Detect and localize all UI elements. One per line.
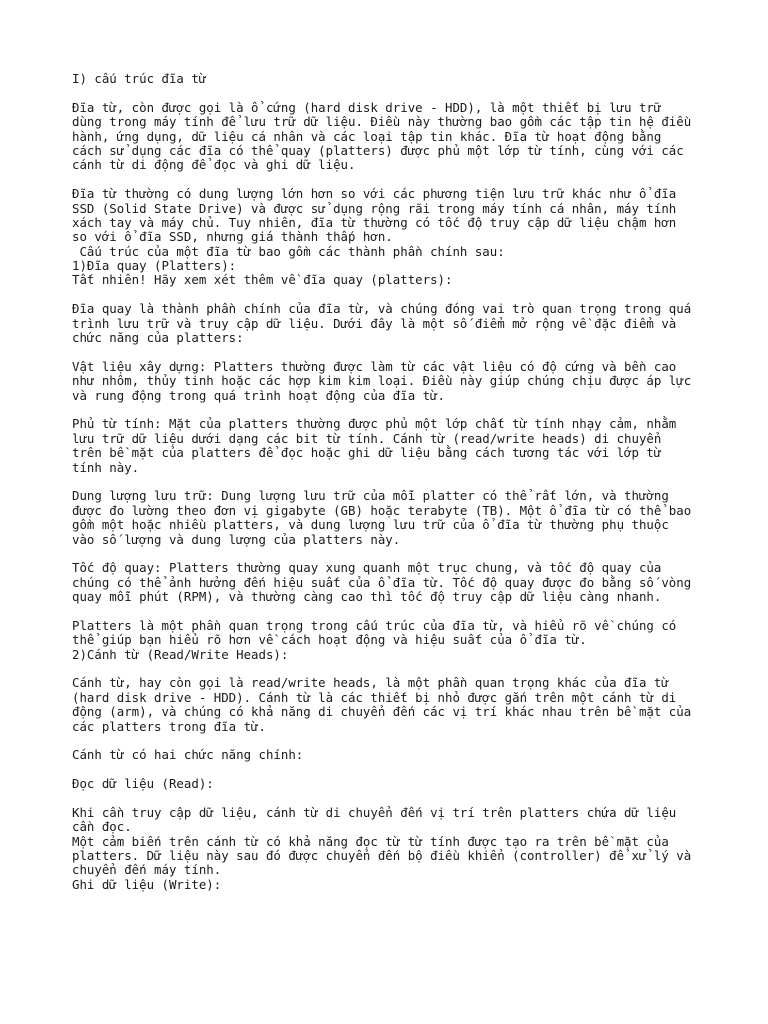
text-line: vào số lượng và dung lượng của platters này. — [72, 531, 401, 547]
text-line: hành, ứng dụng, dữ liệu cá nhân và các loại tập tin khác. Đĩa từ hoạt động bằng — [72, 128, 662, 144]
text-line: quay mỗi phút (RPM), và thường càng cao thì tốc độ truy cập dữ liệu càng nhanh. — [72, 589, 662, 605]
text-line: Khi cần truy cập dữ liệu, cánh từ di chuyển đến vị trí trên platters chứa dữ liệu — [72, 804, 677, 820]
text-line — [72, 662, 712, 676]
text-line: I) cấu trúc đĩa từ — [72, 71, 207, 86]
text-line: chức năng của platters: — [72, 330, 244, 346]
text-line: platters. Dữ liệu này sau đó được chuyển đến bộ điều khiển (controller) để xử lý và — [72, 848, 692, 864]
text-line: gồm một hoặc nhiều platters, và dung lượng lưu trữ của ổ đĩa từ thường phụ thuộc — [72, 517, 669, 533]
text-line: Đĩa từ, còn được gọi là ổ cứng (hard disk drive - HDD), là một thiết bị lưu trữ — [72, 99, 662, 115]
text-line: Đĩa quay là thành phần chính của đĩa từ, và chúng đóng vai trò quan trọng trong quá — [72, 301, 692, 317]
text-line: 2)Cánh từ (Read/Write Heads): — [72, 646, 289, 662]
text-line: thể giúp bạn hiểu rõ hơn về cách hoạt động và hiệu suất của ổ đĩa từ. — [72, 632, 587, 648]
text-line: trình lưu trữ và truy cập dữ liệu. Dưới đây là một số điểm mở rộng về đặc điểm và — [72, 315, 677, 331]
text-line — [72, 604, 712, 618]
text-line: so với ổ đĩa SSD, nhưng giá thành thấp hơn. — [72, 229, 393, 245]
text-line: Cánh từ có hai chức năng chính: — [72, 747, 304, 763]
text-line: tính này. — [72, 459, 140, 475]
text-line: động (arm), và chúng có khả năng di chuyển đến các vị trí khác nhau trên bề mặt của — [72, 704, 692, 720]
text-line — [72, 792, 712, 806]
text-line: Cấu trúc của một đĩa từ bao gồm các thành phần chính sau: — [72, 243, 505, 259]
text-line: (hard disk drive - HDD). Cánh từ là các thiết bị nhỏ được gắn trên một cánh từ di — [72, 689, 677, 705]
text-line — [72, 763, 712, 777]
text-line: và rung động trong quá trình hoạt động của đĩa từ. — [72, 387, 445, 403]
text-line: Đĩa từ thường có dung lượng lớn hơn so với các phương tiện lưu trữ khác như ổ đĩa — [72, 186, 677, 202]
text-line: SSD (Solid State Drive) và được sử dụng rộng rãi trong máy tính cá nhân, máy tính — [72, 200, 677, 216]
text-line: Ghi dữ liệu (Write): — [72, 876, 222, 892]
text-line: chuyển đến máy tính. — [72, 862, 222, 878]
text-line — [72, 403, 712, 417]
text-line: trên bề mặt của platters để đọc hoặc ghi dữ liệu bằng cách tương tác với lớp từ — [72, 445, 662, 461]
text-line: lưu trữ dữ liệu dưới dạng các bit từ tính. Cánh từ (read/write heads) di chuyển — [72, 430, 662, 446]
text-line: Platters là một phần quan trọng trong cấu trúc của đĩa từ, và hiểu rõ về chúng có — [72, 617, 677, 633]
text-line — [72, 734, 712, 748]
text-line: Cánh từ, hay còn gọi là read/write heads, là một phần quan trọng khác của đĩa từ — [72, 675, 669, 691]
text-line: cần đọc. — [72, 819, 132, 835]
text-line: cách sử dụng các đĩa có thể quay (platters) được phủ một lớp từ tính, cùng với các — [72, 142, 684, 158]
text-line: Một cảm biến trên cánh từ có khả năng đọc từ từ tính được tạo ra trên bề mặt của — [72, 833, 669, 849]
text-line: 1)Đĩa quay (Platters): — [72, 258, 237, 274]
text-line — [72, 86, 712, 100]
text-line: Đọc dữ liệu (Read): — [72, 776, 214, 792]
text-line — [72, 288, 712, 302]
document-page — [72, 72, 712, 892]
text-line: Tất nhiên! Hãy xem xét thêm về đĩa quay (platters): — [72, 272, 453, 288]
text-line: cánh từ di động để đọc và ghi dữ liệu. — [72, 157, 356, 173]
text-line: các platters trong đĩa từ. — [72, 718, 266, 734]
text-line: dùng trong máy tính để lưu trữ dữ liệu. Điều này thường bao gồm các tập tin hệ điều — [72, 114, 692, 130]
text-line: xách tay và máy chủ. Tuy nhiên, đĩa từ thường có tốc độ truy cập dữ liệu chậm hơn — [72, 214, 677, 230]
text-line — [72, 475, 712, 489]
text-line: Phủ từ tính: Mặt của platters thường được phủ một lớp chất từ tính nhạy cảm, nhằm — [72, 416, 677, 432]
text-line: Dung lượng lưu trữ: Dung lượng lưu trữ của mỗi platter có thể rất lớn, và thường — [72, 488, 669, 504]
text-line: như nhôm, thủy tinh hoặc các hợp kim kim loại. Điều này giúp chúng chịu được áp lực — [72, 373, 692, 389]
text-line: Vật liệu xây dựng: Platters thường được làm từ các vật liệu có độ cứng và bền cao — [72, 358, 677, 374]
text-line: được đo lường theo đơn vị gigabyte (GB) hoặc terabyte (TB). Một ổ đĩa từ có thể bao — [72, 502, 692, 518]
text-line: Tốc độ quay: Platters thường quay xung quanh một trục chung, và tốc độ quay của — [72, 560, 662, 576]
text-line — [72, 547, 712, 561]
text-line: chúng có thể ảnh hưởng đến hiệu suất của ổ đĩa từ. Tốc độ quay được đo bằng số vòng — [72, 574, 692, 590]
text-line — [72, 345, 712, 359]
text-line — [72, 173, 712, 187]
